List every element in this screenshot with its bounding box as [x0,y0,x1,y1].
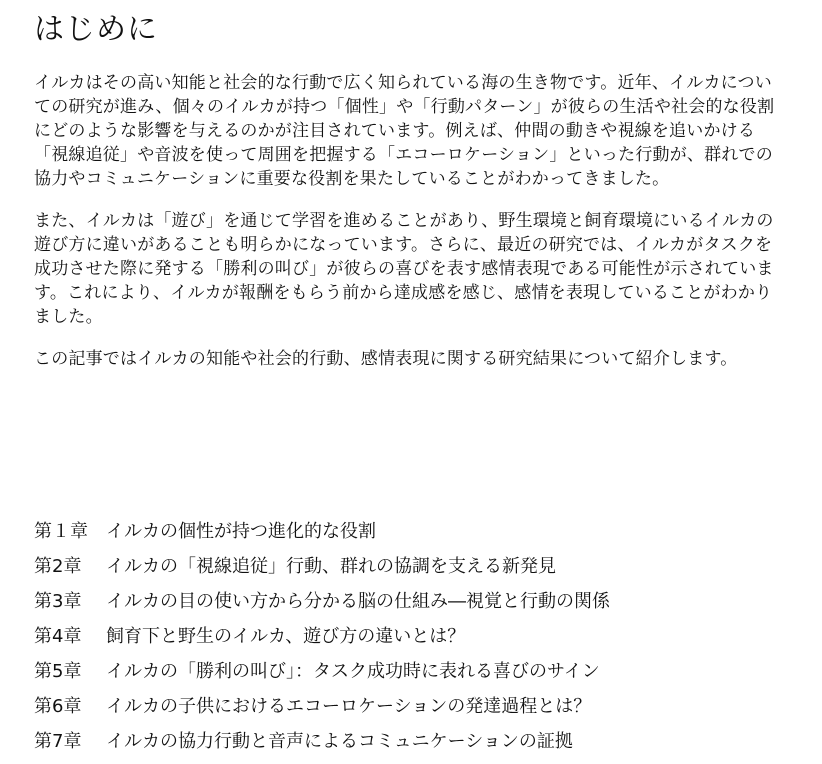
intro-paragraph-1: イルカはその高い知能と社会的な行動で広く知られている海の生き物です。近年、イルカについての研究が進み、個々のイルカが持つ「個性」や「行動パターン」が彼らの生活や社会的な役割にどのような影響を与えるのかが注目されています。例えば、仲間の動きや視線を追いかける「視線追従」や音波を使って周囲を把握する「エコーロケーション」といった行動が、群れでの協力やコミュニケーションに重要な役割を果たしていることがわかってきました。 [34,73,775,189]
intro-paragraph-2: また、イルカは「遊び」を通じて学習を進めることがあり、野生環境と飼育環境にいるイルカの遊び方に違いがあることも明らかになっています。さらに、最近の研究では、イルカがタスクを成功させた際に発する「勝利の叫び」が彼らの喜びを表す感情表現である可能性が示されています。これにより、イルカが報酬をもらう前から達成感を感じ、感情を表現していることがわかりました。 [34,211,774,327]
chapter-title: イルカの「勝利の叫び」：タスク成功時に表れる喜びのサイン [106,661,600,682]
chapter-title: イルカの「視線追従」行動、群れの協調を支える新発見 [106,556,556,577]
chapter-title: 飼育下と野生のイルカ、遊び方の違いとは？ [106,626,466,647]
chapter-item [34,619,786,654]
chapter-title: イルカの協力行動と音声によるコミュニケーションの証拠 [106,731,573,752]
chapter-item [34,724,786,759]
chapter-item [34,549,786,584]
chapter-number: 第3章 [34,591,82,612]
chapter-title: イルカの目の使い方から分かる脳の仕組み―視覚と行動の関係 [106,591,610,612]
chapter-number: 第１章 [34,521,88,542]
chapter-item [34,689,786,724]
chapter-title: イルカの子供におけるエコーロケーションの発達過程とは？ [106,696,592,717]
introduction-section [34,71,786,389]
page-title: はじめに [34,12,158,47]
table-of-contents [34,514,786,759]
chapter-number: 第4章 [34,626,82,647]
intro-paragraph-3: この記事ではイルカの知能や社会的行動、感情表現に関する研究結果について紹介します。 [34,349,738,369]
chapter-item [34,584,786,619]
chapter-item [34,514,786,549]
chapter-number: 第2章 [34,556,82,577]
chapter-item [34,654,786,689]
chapter-title: イルカの個性が持つ進化的な役割 [106,521,376,542]
chapter-number: 第6章 [34,696,82,717]
chapter-number: 第5章 [34,661,82,682]
chapter-number: 第7章 [34,731,82,752]
